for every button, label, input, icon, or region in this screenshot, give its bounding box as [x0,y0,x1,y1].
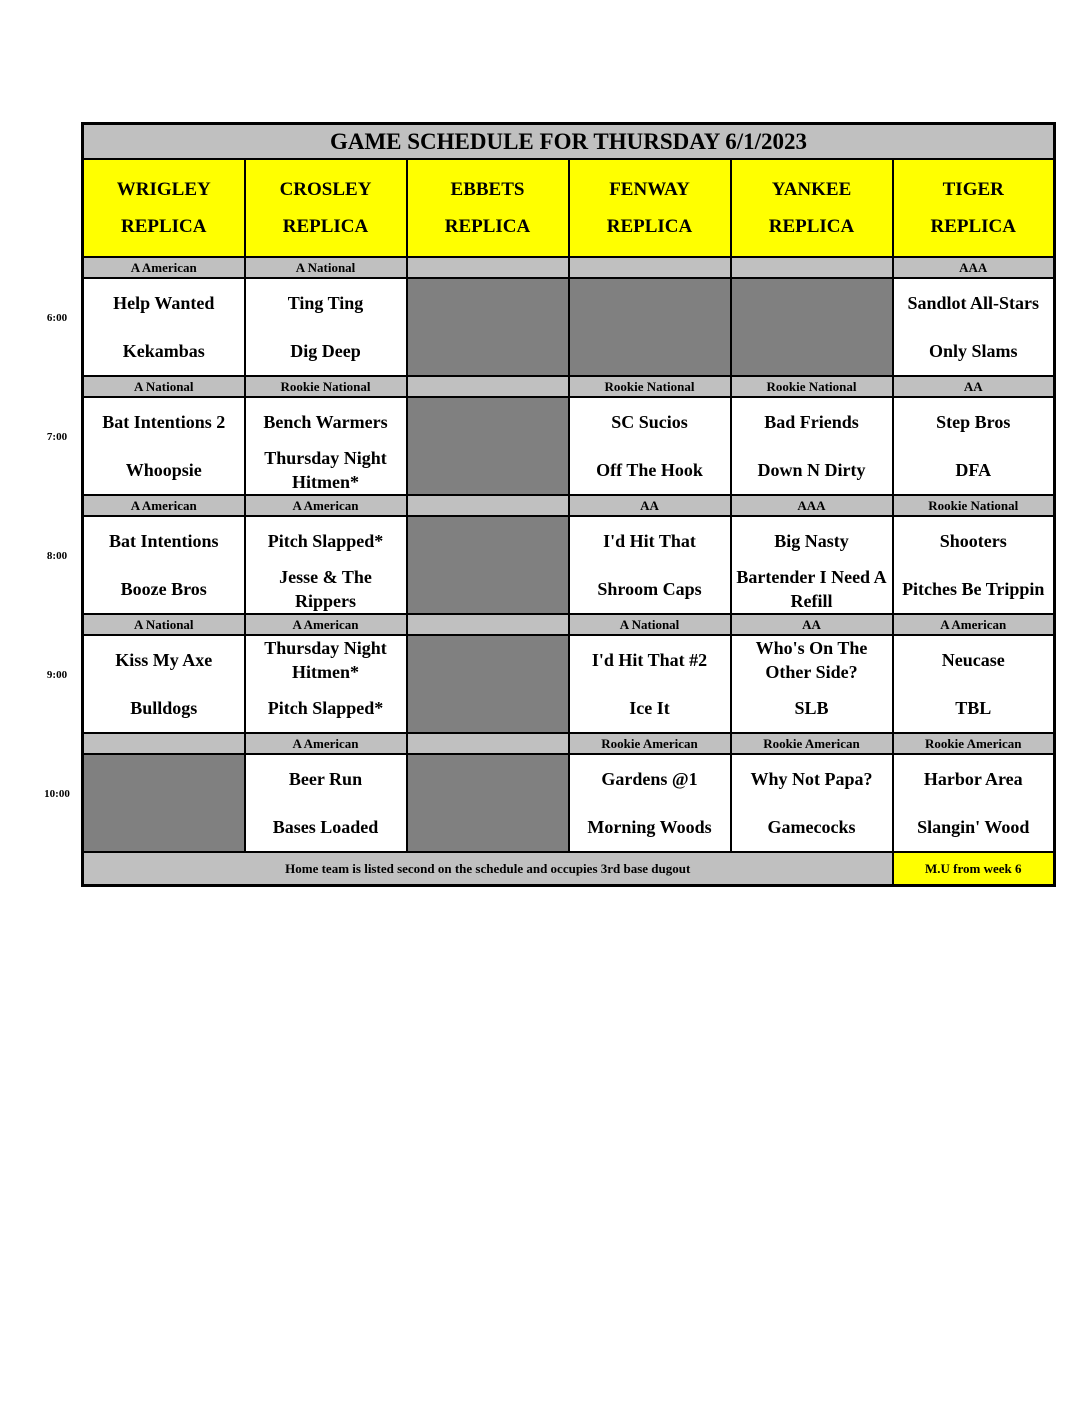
empty-slot [407,635,569,733]
division-label: Rookie National [731,376,893,397]
field-header-crosley [245,159,407,257]
game-row [83,278,1055,376]
division-label: AA [893,376,1055,397]
time-label: 7:00 [46,431,68,443]
division-label: A National [83,614,245,635]
schedule-title: GAME SCHEDULE FOR THURSDAY 6/1/2023 [83,124,1055,160]
away-team: Neucase [941,650,1005,670]
division-label [407,257,569,278]
home-team: Dig Deep [290,341,361,361]
division-label: A American [245,614,407,635]
game-cell [83,397,245,495]
home-team: Jesse & The Rippers [279,567,372,611]
division-label: Rookie National [569,376,731,397]
footer-note: Home team is listed second on the schedule and occupies 3rd base dugout [83,852,893,886]
game-cell [569,516,731,614]
field-name: EBBETS [450,179,525,200]
division-label: AA [731,614,893,635]
division-label [731,257,893,278]
division-row [83,733,1055,754]
division-label: A American [83,257,245,278]
game-cell [245,278,407,376]
division-label [83,733,245,754]
home-team: Booze Bros [120,579,207,599]
game-row [83,516,1055,614]
time-label: 8:00 [46,550,68,562]
game-row [83,397,1055,495]
field-name: FENWAY [609,179,690,200]
division-label: A American [83,495,245,516]
empty-slot [407,754,569,852]
division-label: A American [893,614,1055,635]
field-name: TIGER [942,179,1004,200]
field-header-row [83,159,1055,257]
schedule-table [81,122,1056,887]
game-row [83,754,1055,852]
division-row [83,495,1055,516]
time-label: 10:00 [44,788,70,800]
away-team: Pitch Slapped* [267,531,384,551]
home-team: Gamecocks [767,817,856,837]
division-row [83,614,1055,635]
game-cell [245,635,407,733]
home-team: Thursday Night Hitmen* [264,448,387,492]
empty-slot [83,754,245,852]
empty-slot [731,278,893,376]
game-cell [893,754,1055,852]
away-team: Ting Ting [287,293,364,313]
away-team: Bench Warmers [263,412,388,432]
division-label [407,376,569,397]
division-label: AAA [893,257,1055,278]
away-team: Bat Intentions [108,531,219,551]
empty-slot [569,278,731,376]
away-team: SC Sucios [611,412,688,432]
field-subtitle: REPLICA [930,216,1016,237]
away-team: Big Nasty [774,531,849,551]
home-team: Pitch Slapped* [267,698,384,718]
away-team: Who's On The Other Side? [755,638,868,682]
game-cell [245,516,407,614]
empty-slot [407,397,569,495]
away-team: Step Bros [936,412,1011,432]
makeup-note: M.U from week 6 [893,852,1055,886]
game-cell [893,397,1055,495]
division-label: A National [83,376,245,397]
field-header-yankee [731,159,893,257]
home-team: Off The Hook [596,460,703,480]
away-team: I'd Hit That #2 [591,650,708,670]
field-header-wrigley [83,159,245,257]
home-team: Ice It [629,698,670,718]
away-team: Harbor Area [923,769,1023,789]
away-team: Bad Friends [764,412,859,432]
game-cell [731,397,893,495]
home-team: SLB [794,698,829,718]
field-header-fenway [569,159,731,257]
game-cell [245,397,407,495]
field-subtitle: REPLICA [444,216,531,237]
away-team: Kiss My Axe [115,650,213,670]
game-cell [731,754,893,852]
division-row [83,257,1055,278]
division-label: AAA [731,495,893,516]
time-label: 6:00 [46,312,68,324]
field-name: CROSLEY [279,179,372,200]
game-cell [731,516,893,614]
home-team: Morning Woods [587,817,712,837]
game-cell [569,397,731,495]
division-row [83,376,1055,397]
game-cell [731,635,893,733]
game-cell [245,754,407,852]
home-team: Shroom Caps [597,579,702,599]
game-cell [893,635,1055,733]
game-cell [569,754,731,852]
game-row [83,635,1055,733]
division-label [407,495,569,516]
footer-row [83,852,1055,886]
away-team: Gardens @1 [601,769,698,789]
field-header-tiger [893,159,1055,257]
empty-slot [407,278,569,376]
away-team: Help Wanted [113,293,215,313]
division-label: Rookie American [893,733,1055,754]
field-header-ebbets [407,159,569,257]
home-team: TBL [955,698,992,718]
home-team: DFA [955,460,992,480]
home-team: Pitches Be Trippin [902,579,1045,599]
away-team: I'd Hit That [603,531,696,551]
field-name: YANKEE [771,179,852,200]
division-label: Rookie American [731,733,893,754]
division-label: Rookie National [893,495,1055,516]
game-cell [83,635,245,733]
division-label [569,257,731,278]
field-name: WRIGLEY [116,179,211,200]
home-team: Only Slams [928,341,1018,361]
away-team: Sandlot All-Stars [907,293,1040,313]
field-subtitle: REPLICA [120,216,207,237]
game-cell [893,278,1055,376]
home-team: Slangin' Wood [917,817,1030,837]
home-team: Bases Loaded [272,817,379,837]
division-label: A National [569,614,731,635]
home-team: Bartender I Need A Refill [736,567,887,611]
division-label: A National [245,257,407,278]
away-team: Why Not Papa? [750,769,873,789]
home-team: Whoopsie [125,460,202,480]
home-team: Bulldogs [130,698,198,718]
away-team: Thursday Night Hitmen* [264,638,387,682]
division-label: AA [569,495,731,516]
field-subtitle: REPLICA [282,216,369,237]
division-label: Rookie American [569,733,731,754]
game-cell [83,516,245,614]
game-cell [83,278,245,376]
home-team: Kekambas [122,341,205,361]
away-team: Beer Run [288,769,363,789]
division-label: A American [245,733,407,754]
division-label: A American [245,495,407,516]
home-team: Down N Dirty [757,460,866,480]
empty-slot [407,516,569,614]
game-cell [569,635,731,733]
field-subtitle: REPLICA [606,216,693,237]
time-label: 9:00 [46,669,68,681]
game-cell [893,516,1055,614]
away-team: Bat Intentions 2 [102,412,226,432]
field-subtitle: REPLICA [768,216,855,237]
division-label [407,614,569,635]
away-team: Shooters [939,531,1007,551]
division-label: Rookie National [245,376,407,397]
division-label [407,733,569,754]
title-row [83,124,1055,160]
